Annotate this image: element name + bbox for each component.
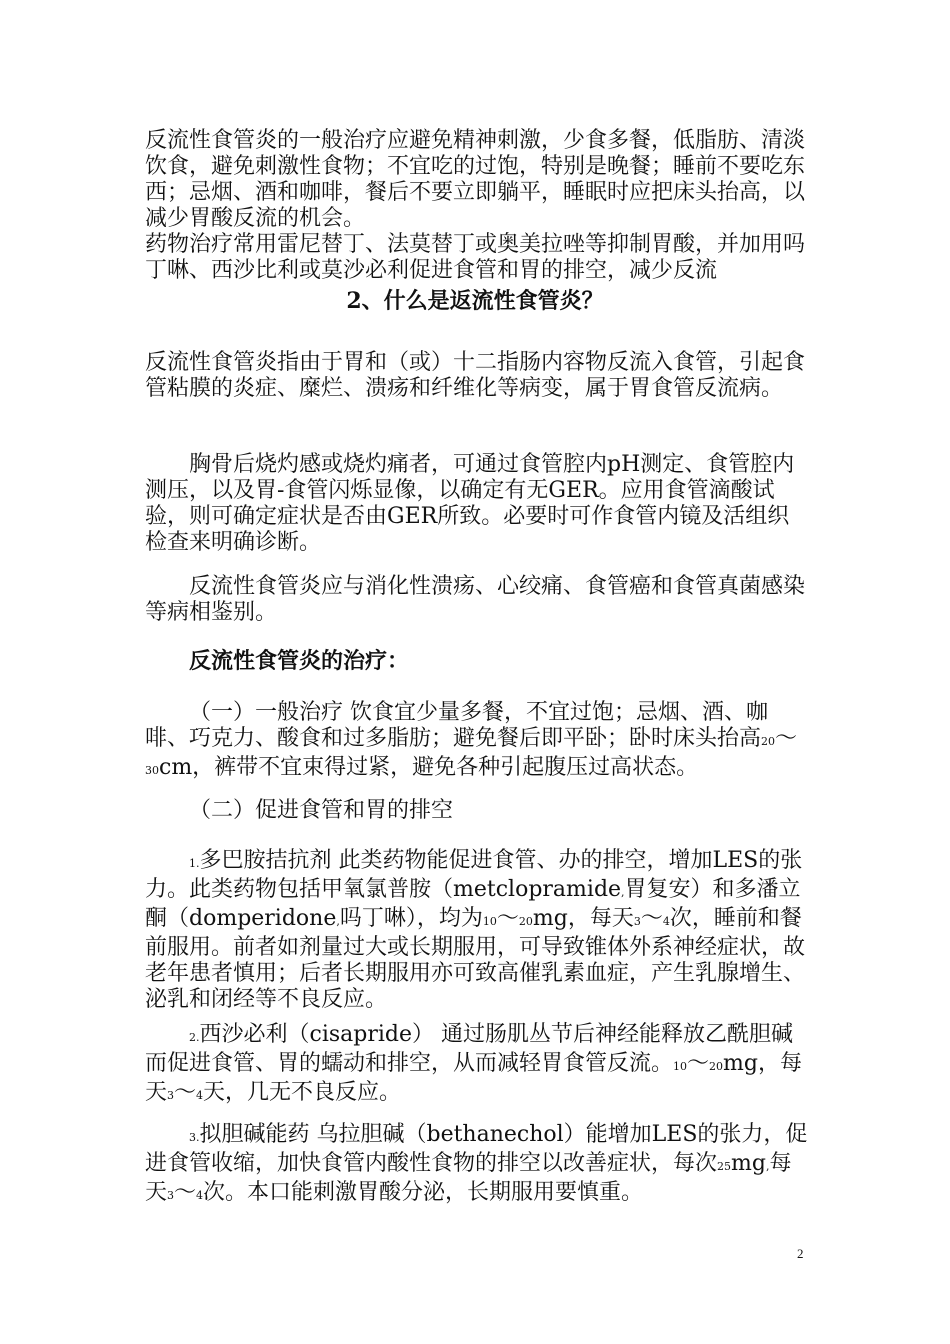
cisapride-dose-1: 10 [673, 1060, 688, 1073]
general-text-b: cm，裤带不宜束得过紧，避免各种引起腹压过高状态。 [159, 755, 699, 780]
bethanechol-text-c: 每天 [145, 1151, 792, 1205]
cisapride-text-c: 天，几无不良反应。 [203, 1080, 402, 1105]
bethanechol-dose: 25 [717, 1160, 732, 1173]
bethanechol-text-b: mg [731, 1151, 766, 1176]
cisapride-tilde-2: ～ [174, 1080, 197, 1105]
section-title: 2、什么是返流性食管炎？ [346, 288, 604, 314]
dopamine-num: 1. [189, 857, 200, 870]
general-num-2: 30 [145, 764, 159, 777]
dopamine-text-a: 多巴胺拮抗剂 此类药物能促进食管、办的排空，增加LES的张力。此类药物包括甲氧氯普胺（metclopramide [145, 848, 803, 902]
cisapride-tilde-1: ～ [687, 1051, 710, 1076]
dopamine-dose-2: 20 [518, 915, 533, 928]
general-num-1: 20 [761, 735, 776, 748]
cisapride-num: 2. [189, 1031, 200, 1044]
dopamine-text-f: 次，睡前和餐前服用。前者如剂量过大或长期服用，可导致锥体外系神经症状，故老年患者慎用；后者长期服用亦可致高催乳素血症，产生乳腺增生、泌乳和闭经等不良反应。 [145, 906, 806, 1012]
cisapride-text-a: 西沙必利（cisapride） 通过肠肌丛节后神经能释放乙酰胆碱而促进食管、胃的蠕动和排空，从而减轻胃食管反流。 [145, 1022, 793, 1076]
dopamine-tilde-1: ～ [496, 906, 519, 931]
promote-heading: （二）促进食管和胃的排空 [189, 798, 454, 823]
cisapride-dose-2: 20 [709, 1060, 724, 1073]
bethanechol-text-a: 拟胆碱能药 乌拉胆碱（bethanechol）能增加LES的张力，促进食管收缩，加快食管内酸性食物的排空以改善症状，每次 [145, 1122, 808, 1176]
diagnosis-paragraph: 胸骨后烧灼感或烧灼痛者，可通过食管腔内pH测定、食管腔内测压，以及胃-食管闪烁显像，以确定有无GER。应用食管滴酸试验，则可确定症状是否由GER所致。必要时可作食管内镜及活组织检查来明确诊断。 [145, 452, 795, 555]
bethanechol-freq-1: 3 [167, 1189, 175, 1202]
page-number: 2 [797, 1246, 804, 1261]
bethanechol-comma: , [765, 1160, 770, 1173]
intro-block [145, 128, 810, 284]
dopamine-text-c: 吗丁啉），均为 [339, 906, 483, 931]
differential-paragraph: 反流性食管炎应与消化性溃疡、心绞痛、食管癌和食管真菌感染等病相鉴别。 [145, 574, 806, 625]
dopamine-paragraph [145, 848, 810, 1013]
cisapride-text-b: mg，每天 [145, 1051, 802, 1105]
intro-paragraph: 反流性食管炎的一般治疗应避免精神刺激，少食多餐，低脂肪、清淡饮食，避免刺激性食物；不宜吃的过饱，特别是晚餐；睡前不要吃东西；忌烟、酒和咖啡，餐后不要立即躺平，睡眠时应把床头抬高，以减少胃酸反流的机会。 [145, 128, 806, 231]
dopamine-freq-2: 4 [662, 915, 670, 928]
medication-paragraph: 药物治疗常用雷尼替丁、法莫替丁或奥美拉唑等抑制胃酸，并加用吗丁啉、西沙比利或莫沙必利促进食管和胃的排空，减少反流 [145, 232, 806, 283]
general-text-a: （一）一般治疗 饮食宜少量多餐，不宜过饱；忌烟、酒、咖啡、巧克力、酸食和过多脂肪；避免餐后即平卧；卧时床头抬高 [145, 700, 768, 751]
definition-paragraph: 反流性食管炎指由于胃和（或）十二指肠内容物反流入食管，引起食管粘膜的炎症、糜烂、溃疡和纤维化等病变，属于胃食管反流病。 [145, 350, 806, 401]
bethanechol-paragraph [145, 1122, 810, 1209]
bethanechol-freq-2: 4 [196, 1189, 204, 1202]
dopamine-text-e: mg，每天 [532, 906, 634, 931]
dopamine-tilde-2: ～ [640, 906, 663, 931]
treatment-heading: 反流性食管炎的治疗： [189, 648, 410, 674]
general-treatment-paragraph [145, 700, 810, 784]
cisapride-freq-2: 4 [196, 1089, 204, 1102]
cisapride-freq-1: 3 [167, 1089, 175, 1102]
bethanechol-text-d: 次。本口能刺激胃酸分泌，长期服用要慎重。 [203, 1180, 644, 1205]
dopamine-freq-1: 3 [633, 915, 641, 928]
cisapride-paragraph [145, 1022, 810, 1109]
dopamine-text-b: 胃复安）和多潘立酮（domperidone [145, 877, 801, 931]
dopamine-dose-1: 10 [482, 915, 497, 928]
bethanechol-tilde: ～ [174, 1180, 197, 1205]
general-tilde: ～ [775, 726, 798, 751]
dopamine-comma-1: , [621, 886, 625, 899]
bethanechol-num: 3. [189, 1131, 200, 1144]
dopamine-comma-2: , [336, 915, 340, 928]
